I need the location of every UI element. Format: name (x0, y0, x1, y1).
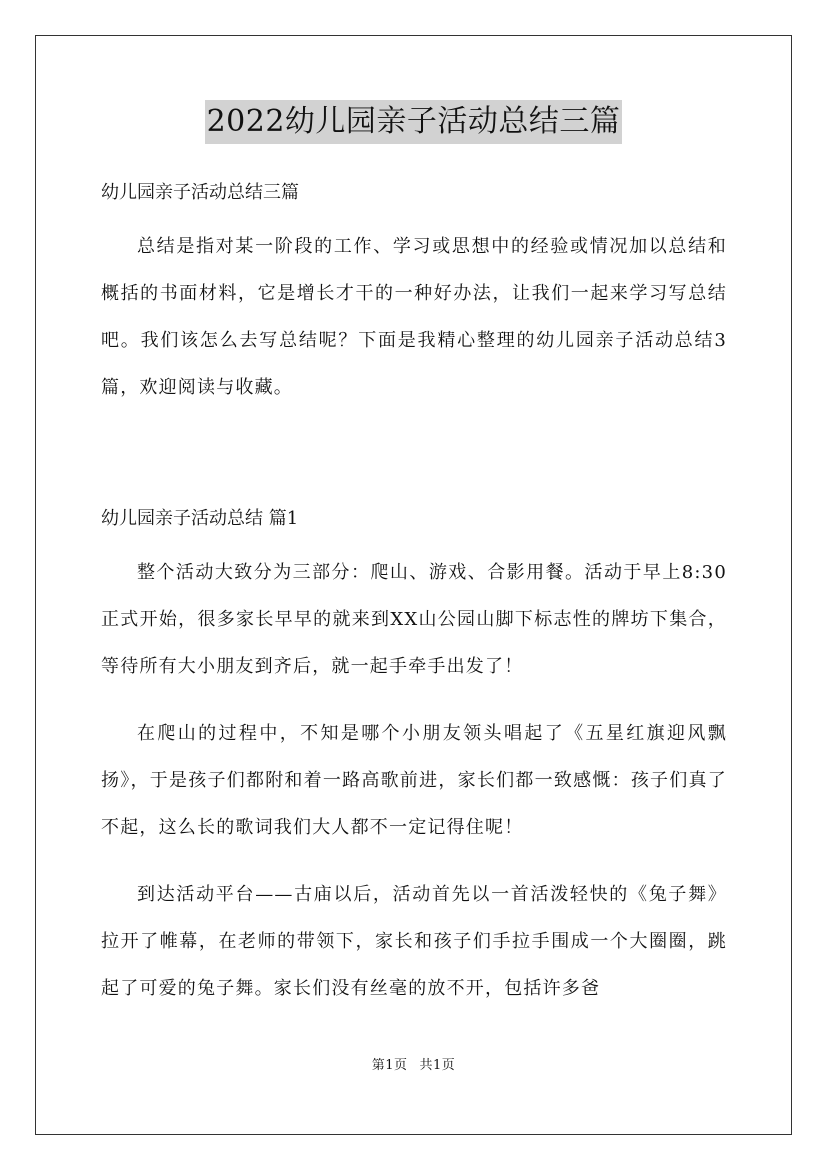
body-paragraph-3: 到达活动平台——古庙以后，活动首先以一首活泼轻快的《兔子舞》拉开了帷幕，在老师的带领下，家长和孩子们手拉手围成一个大圈圈，跳起了可爱的兔子舞。家长们没有丝毫的放不开，包括许多爸 (101, 884, 727, 999)
page-total: 共1页 (419, 1058, 456, 1073)
intro-paragraph: 总结是指对某一阶段的工作、学习或思想中的经验或情况加以总结和概括的书面材料，它是增长才干的一种好办法，让我们一起来学习写总结吧。我们该怎么去写总结呢？下面是我精心整理的幼儿园亲子活动总结3篇，欢迎阅读与收藏。 (101, 236, 727, 398)
document-subtitle: 幼儿园亲子活动总结三篇 (101, 182, 299, 203)
body-paragraph-2: 在爬山的过程中，不知是哪个小朋友领头唱起了《五星红旗迎风飘扬》，于是孩子们都附和着一路高歌前进，家长们都一致感慨：孩子们真了不起，这么长的歌词我们大人都不一定记得住呢！ (101, 723, 727, 838)
document-title: 2022幼儿园亲子活动总结三篇 (205, 100, 623, 144)
page-number: 第1页 (371, 1058, 408, 1073)
page-footer (0, 1054, 827, 1073)
body-paragraph-1: 整个活动大致分为三部分：爬山、游戏、合影用餐。活动于早上8:30正式开始，很多家长早早的就来到XX山公园山脚下标志性的牌坊下集合，等待所有大小朋友到齐后，就一起手牵手出发了！ (101, 562, 727, 677)
section-heading: 幼儿园亲子活动总结 篇1 (101, 508, 299, 529)
title-container (0, 100, 827, 144)
